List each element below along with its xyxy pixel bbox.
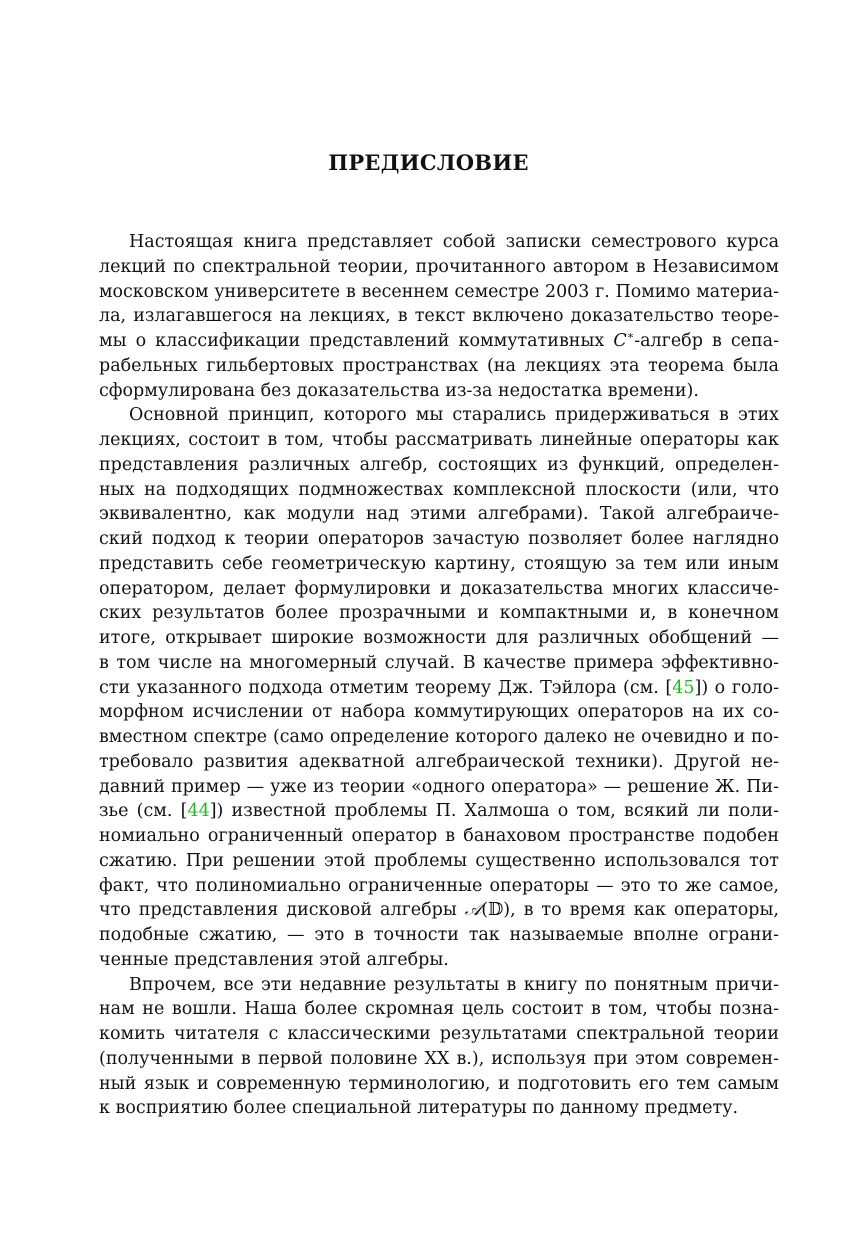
preface-body xyxy=(99,230,779,1121)
text-segment: ]) известной проблемы П. Халмоша о том, всякий ли поли- xyxy=(209,801,779,822)
text-segment: представления различных алгебр, состоящих из функций, определен- xyxy=(99,454,779,475)
text-segment: (𝔻), в то время как операторы, xyxy=(481,900,779,921)
text-line xyxy=(99,874,779,899)
text-line xyxy=(99,1096,779,1121)
text-line xyxy=(99,453,779,478)
text-segment: рабельных гильбертовых пространствах (на лекциях эта теорема была xyxy=(99,355,779,376)
text-segment: что представления дисковой алгебры xyxy=(99,900,465,921)
text-line xyxy=(99,354,779,379)
text-segment: факт, что полиномиально ограниченные операторы — это то же самое, xyxy=(99,875,779,896)
text-segment: лекций по спектральной теории, прочитанного автором в Независимом xyxy=(99,256,779,277)
text-segment: ный язык и современную терминологию, и подготовить его тем самым xyxy=(99,1073,779,1094)
text-line xyxy=(99,626,779,651)
text-line xyxy=(99,898,779,923)
text-segment: московском университете в весеннем семестре 2003 г. Помимо материа- xyxy=(99,281,779,302)
text-segment: сжатию. При решении этой проблемы существенно использовался тот xyxy=(99,850,779,871)
text-line xyxy=(99,849,779,874)
text-segment: мы о классификации представлений коммутативных xyxy=(99,331,614,351)
text-line xyxy=(99,428,779,453)
text-segment: подобные сжатию, — это в точности так называемые вполне ограни- xyxy=(99,925,779,945)
math-script-letter: 𝒜 xyxy=(464,900,482,921)
text-segment: ]) о голо- xyxy=(694,677,779,698)
text-segment: Основной принцип, которого мы старались придерживаться в этих xyxy=(129,405,779,426)
text-segment: сформулирована без доказательства из-за недостатка времени). xyxy=(99,380,699,401)
text-line xyxy=(99,750,779,775)
text-line xyxy=(99,973,779,998)
text-line xyxy=(99,725,779,750)
text-segment: в том числе на многомерный случай. В качестве примера эффективно- xyxy=(99,652,779,673)
text-segment: Впрочем, все эти недавние результаты в книгу по понятным причи- xyxy=(129,974,779,995)
text-segment: ский подход к теории операторов зачастую позволяет более наглядно xyxy=(99,529,779,549)
text-line xyxy=(99,502,779,527)
text-line xyxy=(99,700,779,725)
citation-link[interactable]: 44 xyxy=(187,801,210,822)
text-line xyxy=(99,280,779,305)
text-segment: номиально ограниченный оператор в банаховом пространстве подобен xyxy=(99,826,779,846)
text-segment: оператором, делает формулировки и доказательства многих классиче- xyxy=(99,578,779,599)
text-line xyxy=(99,1022,779,1047)
text-line xyxy=(99,775,779,800)
text-segment: Настоящая книга представляет собой записки семестрового курса xyxy=(129,232,779,252)
text-line xyxy=(99,230,779,255)
text-segment: требовало развития адекватной алгебраической техники). Другой не- xyxy=(99,751,779,772)
text-segment: ных на подходящих подмножествах комплексной плоскости (или, что xyxy=(99,479,779,500)
text-line xyxy=(99,948,779,973)
text-line xyxy=(99,1072,779,1097)
text-line xyxy=(99,255,779,280)
math-superscript: ∗ xyxy=(626,329,635,342)
text-line xyxy=(99,527,779,552)
text-segment: ченные представления этой алгебры. xyxy=(99,949,449,970)
text-segment: ла, излагавшегося на лекциях, в текст включено доказательство теоре- xyxy=(99,306,779,327)
text-line xyxy=(99,304,779,329)
text-segment: сти указанного подхода отметим теорему Дж. Тэйлора (см. [ xyxy=(99,677,673,698)
text-line xyxy=(99,601,779,626)
text-line xyxy=(99,651,779,676)
text-segment: представить себе геометрическую картину, стоящую за тем или иным xyxy=(99,553,779,574)
text-line xyxy=(99,552,779,577)
text-segment: ских результатов более прозрачными и компактными и, в конечном xyxy=(99,603,779,624)
text-line xyxy=(99,923,779,948)
text-line xyxy=(99,329,779,354)
text-line xyxy=(99,799,779,824)
text-segment: лекциях, состоит в том, чтобы рассматривать линейные операторы как xyxy=(99,430,779,450)
text-line xyxy=(99,1047,779,1072)
citation-link[interactable]: 45 xyxy=(672,677,695,698)
text-segment: эквивалентно, как модули над этими алгебрами). Такой алгебраиче- xyxy=(99,504,779,525)
text-segment: (полученными в первой половине XX в.), используя при этом современ- xyxy=(99,1048,779,1069)
text-segment: итоге, открывает широкие возможности для различных обобщений — xyxy=(99,628,779,648)
text-line xyxy=(99,379,779,404)
text-line xyxy=(99,824,779,849)
text-line xyxy=(99,577,779,602)
text-segment: к восприятию более специальной литературы по данному предмету. xyxy=(99,1098,739,1119)
text-segment: зье (см. [ xyxy=(99,801,188,822)
text-line xyxy=(99,676,779,701)
text-line xyxy=(99,478,779,503)
math-symbol: C xyxy=(613,331,627,351)
text-line xyxy=(99,403,779,428)
text-segment: нам не вошли. Наша более скромная цель состоит в том, чтобы позна- xyxy=(99,999,779,1020)
text-segment: вместном спектре (само определение которого далеко не очевидно и по- xyxy=(99,727,779,747)
text-segment: давний пример — уже из теории «одного оператора» — решение Ж. Пи- xyxy=(99,776,779,797)
page-title: ПРЕДИСЛОВИЕ xyxy=(328,150,529,175)
text-line xyxy=(99,997,779,1022)
text-segment: морфном исчислении от набора коммутирующих операторов на их со- xyxy=(99,702,779,723)
text-segment: -алгебр в сепа- xyxy=(634,331,779,351)
text-segment: комить читателя с классическими результатами спектральной теории xyxy=(99,1024,779,1044)
